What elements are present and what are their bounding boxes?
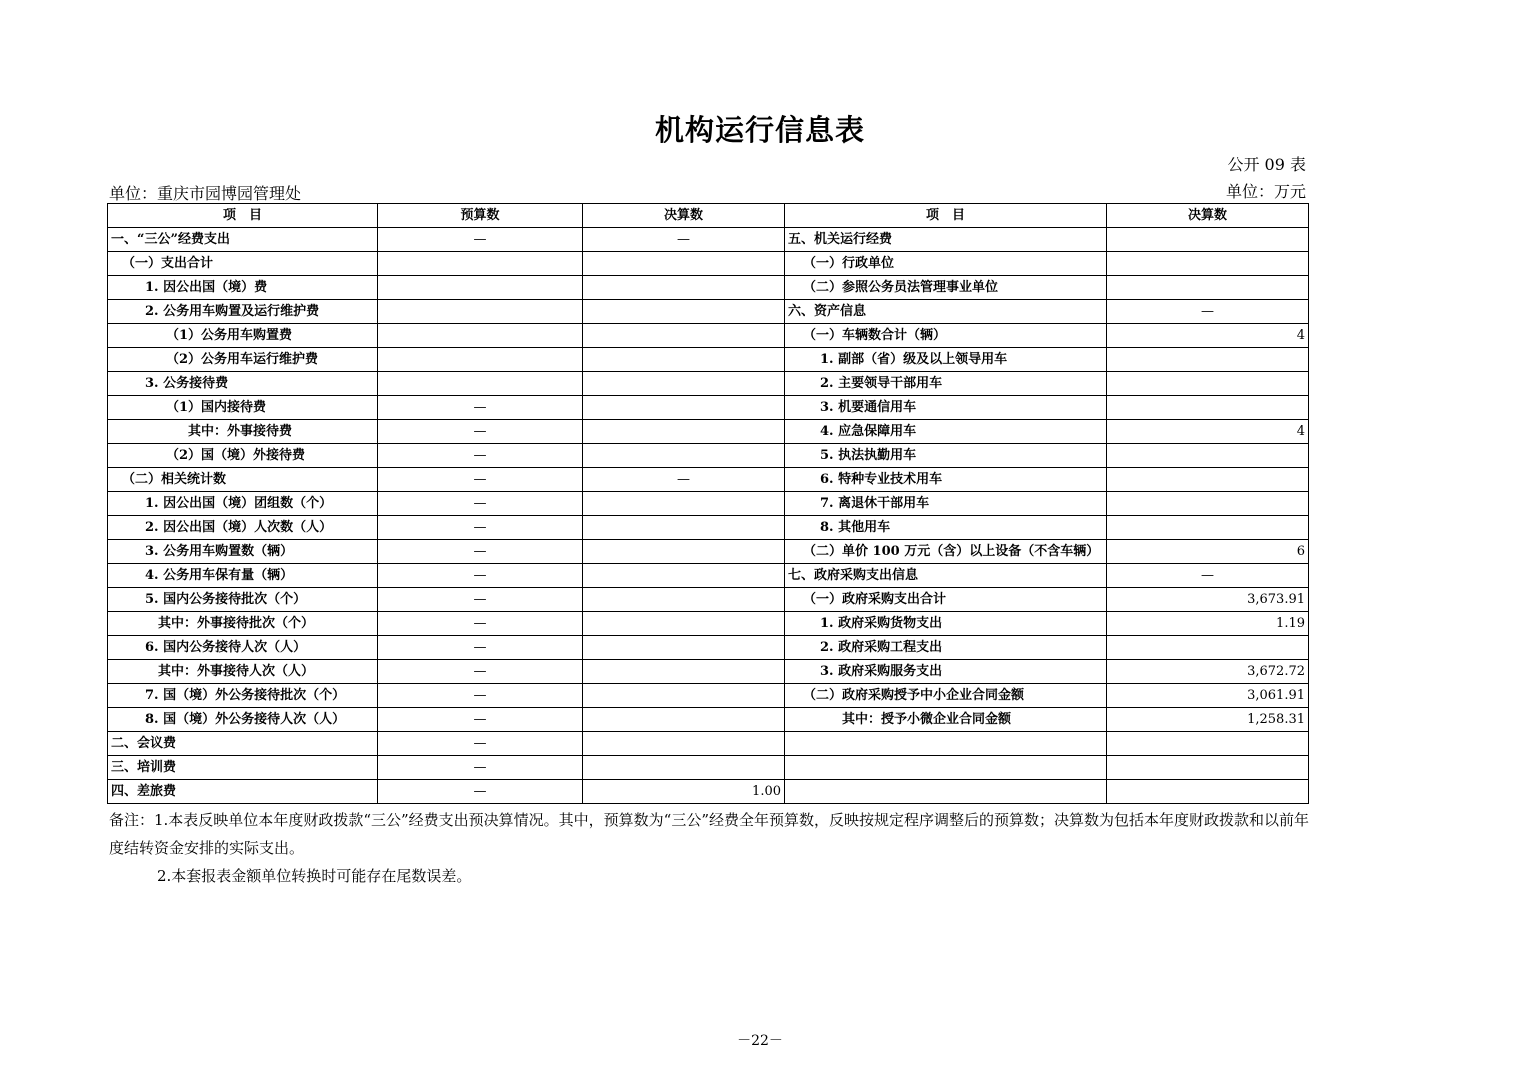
final-value xyxy=(583,372,785,396)
table-header-row xyxy=(108,204,1309,228)
table-row xyxy=(108,324,1309,348)
form-number: 公开 09 表 xyxy=(1227,155,1306,174)
left-item: 其中：外事接待人次（人） xyxy=(108,660,378,684)
table-row xyxy=(108,684,1309,708)
budget-value: — xyxy=(378,684,583,708)
right-value xyxy=(1107,780,1309,804)
right-value xyxy=(1107,756,1309,780)
final-value xyxy=(583,324,785,348)
budget-value xyxy=(378,252,583,276)
right-value: 3,061.91 xyxy=(1107,684,1309,708)
final-value xyxy=(583,300,785,324)
header-final-right: 决算数 xyxy=(1107,204,1309,228)
budget-value: — xyxy=(378,444,583,468)
right-item: （二）单价 100 万元（含）以上设备（不含车辆） xyxy=(785,540,1107,564)
right-value xyxy=(1107,444,1309,468)
budget-value: — xyxy=(378,420,583,444)
budget-value: — xyxy=(378,588,583,612)
footnote-line-2: 2.本套报表金额单位转换时可能存在尾数误差。 xyxy=(157,867,472,885)
right-item: 8. 其他用车 xyxy=(785,516,1107,540)
final-value xyxy=(583,276,785,300)
right-value: — xyxy=(1107,300,1309,324)
left-item: 其中：外事接待费 xyxy=(108,420,378,444)
table-row xyxy=(108,756,1309,780)
right-item: 5. 执法执勤用车 xyxy=(785,444,1107,468)
table-row xyxy=(108,348,1309,372)
final-value xyxy=(583,396,785,420)
left-item: 5. 国内公务接待批次（个） xyxy=(108,588,378,612)
final-value xyxy=(583,684,785,708)
final-value xyxy=(583,540,785,564)
budget-value: — xyxy=(378,612,583,636)
left-item: （1）国内接待费 xyxy=(108,396,378,420)
right-item: 其中：授予小微企业合同金额 xyxy=(785,708,1107,732)
right-item: 2. 政府采购工程支出 xyxy=(785,636,1107,660)
right-value: 1.19 xyxy=(1107,612,1309,636)
final-value xyxy=(583,636,785,660)
right-item xyxy=(785,732,1107,756)
header-final-left: 决算数 xyxy=(583,204,785,228)
right-value: 3,672.72 xyxy=(1107,660,1309,684)
table-row xyxy=(108,468,1309,492)
right-value: — xyxy=(1107,564,1309,588)
budget-value: — xyxy=(378,756,583,780)
final-value xyxy=(583,564,785,588)
table-row xyxy=(108,660,1309,684)
left-item: 1. 因公出国（境）费 xyxy=(108,276,378,300)
right-item: 3. 政府采购服务支出 xyxy=(785,660,1107,684)
right-value: 6 xyxy=(1107,540,1309,564)
left-item: （2）国（境）外接待费 xyxy=(108,444,378,468)
left-item: 二、会议费 xyxy=(108,732,378,756)
right-value: 4 xyxy=(1107,324,1309,348)
left-item: 四、差旅费 xyxy=(108,780,378,804)
table-row xyxy=(108,444,1309,468)
right-item: 1. 政府采购货物支出 xyxy=(785,612,1107,636)
table-row xyxy=(108,252,1309,276)
final-value xyxy=(583,444,785,468)
footnote-line-1: 备注：1.本表反映单位本年度财政拨款“三公”经费支出预决算情况。其中，预算数为“三公”经费全年预算数，反映按规定程序调整后的预算数；决算数为包括本年度财政拨款和以前年度结转资金安排的实际支出。 xyxy=(109,811,1309,857)
budget-value xyxy=(378,276,583,300)
right-value xyxy=(1107,636,1309,660)
left-item: 3. 公务接待费 xyxy=(108,372,378,396)
budget-value: — xyxy=(378,780,583,804)
left-item: 一、“三公”经费支出 xyxy=(108,228,378,252)
budget-value: — xyxy=(378,660,583,684)
right-value: 1,258.31 xyxy=(1107,708,1309,732)
left-item: （1）公务用车购置费 xyxy=(108,324,378,348)
table-row xyxy=(108,540,1309,564)
budget-value: — xyxy=(378,228,583,252)
right-item xyxy=(785,780,1107,804)
left-item: 4. 公务用车保有量（辆） xyxy=(108,564,378,588)
table-row xyxy=(108,300,1309,324)
info-table xyxy=(107,203,1309,804)
currency-unit: 单位：万元 xyxy=(1225,182,1306,201)
left-item: （一）支出合计 xyxy=(108,252,378,276)
table-row xyxy=(108,612,1309,636)
right-value xyxy=(1107,252,1309,276)
right-value: 3,673.91 xyxy=(1107,588,1309,612)
right-item: 六、资产信息 xyxy=(785,300,1107,324)
budget-value xyxy=(378,348,583,372)
right-item: 7. 离退休干部用车 xyxy=(785,492,1107,516)
table-row xyxy=(108,492,1309,516)
right-item: （二）政府采购授予中小企业合同金额 xyxy=(785,684,1107,708)
table-row xyxy=(108,708,1309,732)
final-value xyxy=(583,348,785,372)
page-number: －22－ xyxy=(737,1033,783,1049)
table-row xyxy=(108,276,1309,300)
left-item: 8. 国（境）外公务接待人次（人） xyxy=(108,708,378,732)
left-item: （2）公务用车运行维护费 xyxy=(108,348,378,372)
table-row xyxy=(108,372,1309,396)
table-row xyxy=(108,732,1309,756)
left-item: 2. 因公出国（境）人次数（人） xyxy=(108,516,378,540)
header-item-right: 项 目 xyxy=(785,204,1107,228)
final-value: 1.00 xyxy=(583,780,785,804)
budget-value: — xyxy=(378,516,583,540)
budget-value xyxy=(378,300,583,324)
right-value xyxy=(1107,396,1309,420)
right-value xyxy=(1107,228,1309,252)
budget-value: — xyxy=(378,468,583,492)
final-value xyxy=(583,732,785,756)
right-item: （一）政府采购支出合计 xyxy=(785,588,1107,612)
final-value xyxy=(583,708,785,732)
right-item: 3. 机要通信用车 xyxy=(785,396,1107,420)
table-row xyxy=(108,588,1309,612)
header-budget: 预算数 xyxy=(378,204,583,228)
left-item: 2. 公务用车购置及运行维护费 xyxy=(108,300,378,324)
table-row xyxy=(108,564,1309,588)
table-row xyxy=(108,396,1309,420)
table-row xyxy=(108,420,1309,444)
right-value xyxy=(1107,732,1309,756)
left-item: 3. 公务用车购置数（辆） xyxy=(108,540,378,564)
right-item: 七、政府采购支出信息 xyxy=(785,564,1107,588)
budget-value xyxy=(378,324,583,348)
right-item: 五、机关运行经费 xyxy=(785,228,1107,252)
footnote xyxy=(109,806,1309,890)
right-item: 2. 主要领导干部用车 xyxy=(785,372,1107,396)
right-value xyxy=(1107,492,1309,516)
table-row xyxy=(108,780,1309,804)
budget-value: — xyxy=(378,396,583,420)
left-item: （二）相关统计数 xyxy=(108,468,378,492)
table-row xyxy=(108,516,1309,540)
right-value xyxy=(1107,372,1309,396)
right-value xyxy=(1107,276,1309,300)
final-value xyxy=(583,492,785,516)
right-item: 6. 特种专业技术用车 xyxy=(785,468,1107,492)
left-item: 其中：外事接待批次（个） xyxy=(108,612,378,636)
right-item: （一）行政单位 xyxy=(785,252,1107,276)
right-item: 4. 应急保障用车 xyxy=(785,420,1107,444)
final-value xyxy=(583,612,785,636)
right-value: 4 xyxy=(1107,420,1309,444)
final-value xyxy=(583,516,785,540)
right-item: 1. 副部（省）级及以上领导用车 xyxy=(785,348,1107,372)
header-item-left: 项 目 xyxy=(108,204,378,228)
right-item: （二）参照公务员法管理事业单位 xyxy=(785,276,1107,300)
right-value xyxy=(1107,468,1309,492)
final-value xyxy=(583,588,785,612)
final-value xyxy=(583,420,785,444)
right-item: （一）车辆数合计（辆） xyxy=(785,324,1107,348)
budget-value: — xyxy=(378,492,583,516)
right-item xyxy=(785,756,1107,780)
right-value xyxy=(1107,516,1309,540)
budget-value: — xyxy=(378,540,583,564)
final-value xyxy=(583,756,785,780)
budget-value: — xyxy=(378,732,583,756)
budget-value xyxy=(378,372,583,396)
budget-value: — xyxy=(378,708,583,732)
table-row xyxy=(108,228,1309,252)
final-value: — xyxy=(583,228,785,252)
left-item: 三、培训费 xyxy=(108,756,378,780)
budget-value: — xyxy=(378,636,583,660)
left-item: 7. 国（境）外公务接待批次（个） xyxy=(108,684,378,708)
budget-value: — xyxy=(378,564,583,588)
page-title: 机构运行信息表 xyxy=(654,113,865,147)
table-row xyxy=(108,636,1309,660)
left-item: 6. 国内公务接待人次（人） xyxy=(108,636,378,660)
reporting-unit: 单位：重庆市园博园管理处 xyxy=(109,184,302,203)
final-value xyxy=(583,660,785,684)
final-value: — xyxy=(583,468,785,492)
left-item: 1. 因公出国（境）团组数（个） xyxy=(108,492,378,516)
right-value xyxy=(1107,348,1309,372)
final-value xyxy=(583,252,785,276)
